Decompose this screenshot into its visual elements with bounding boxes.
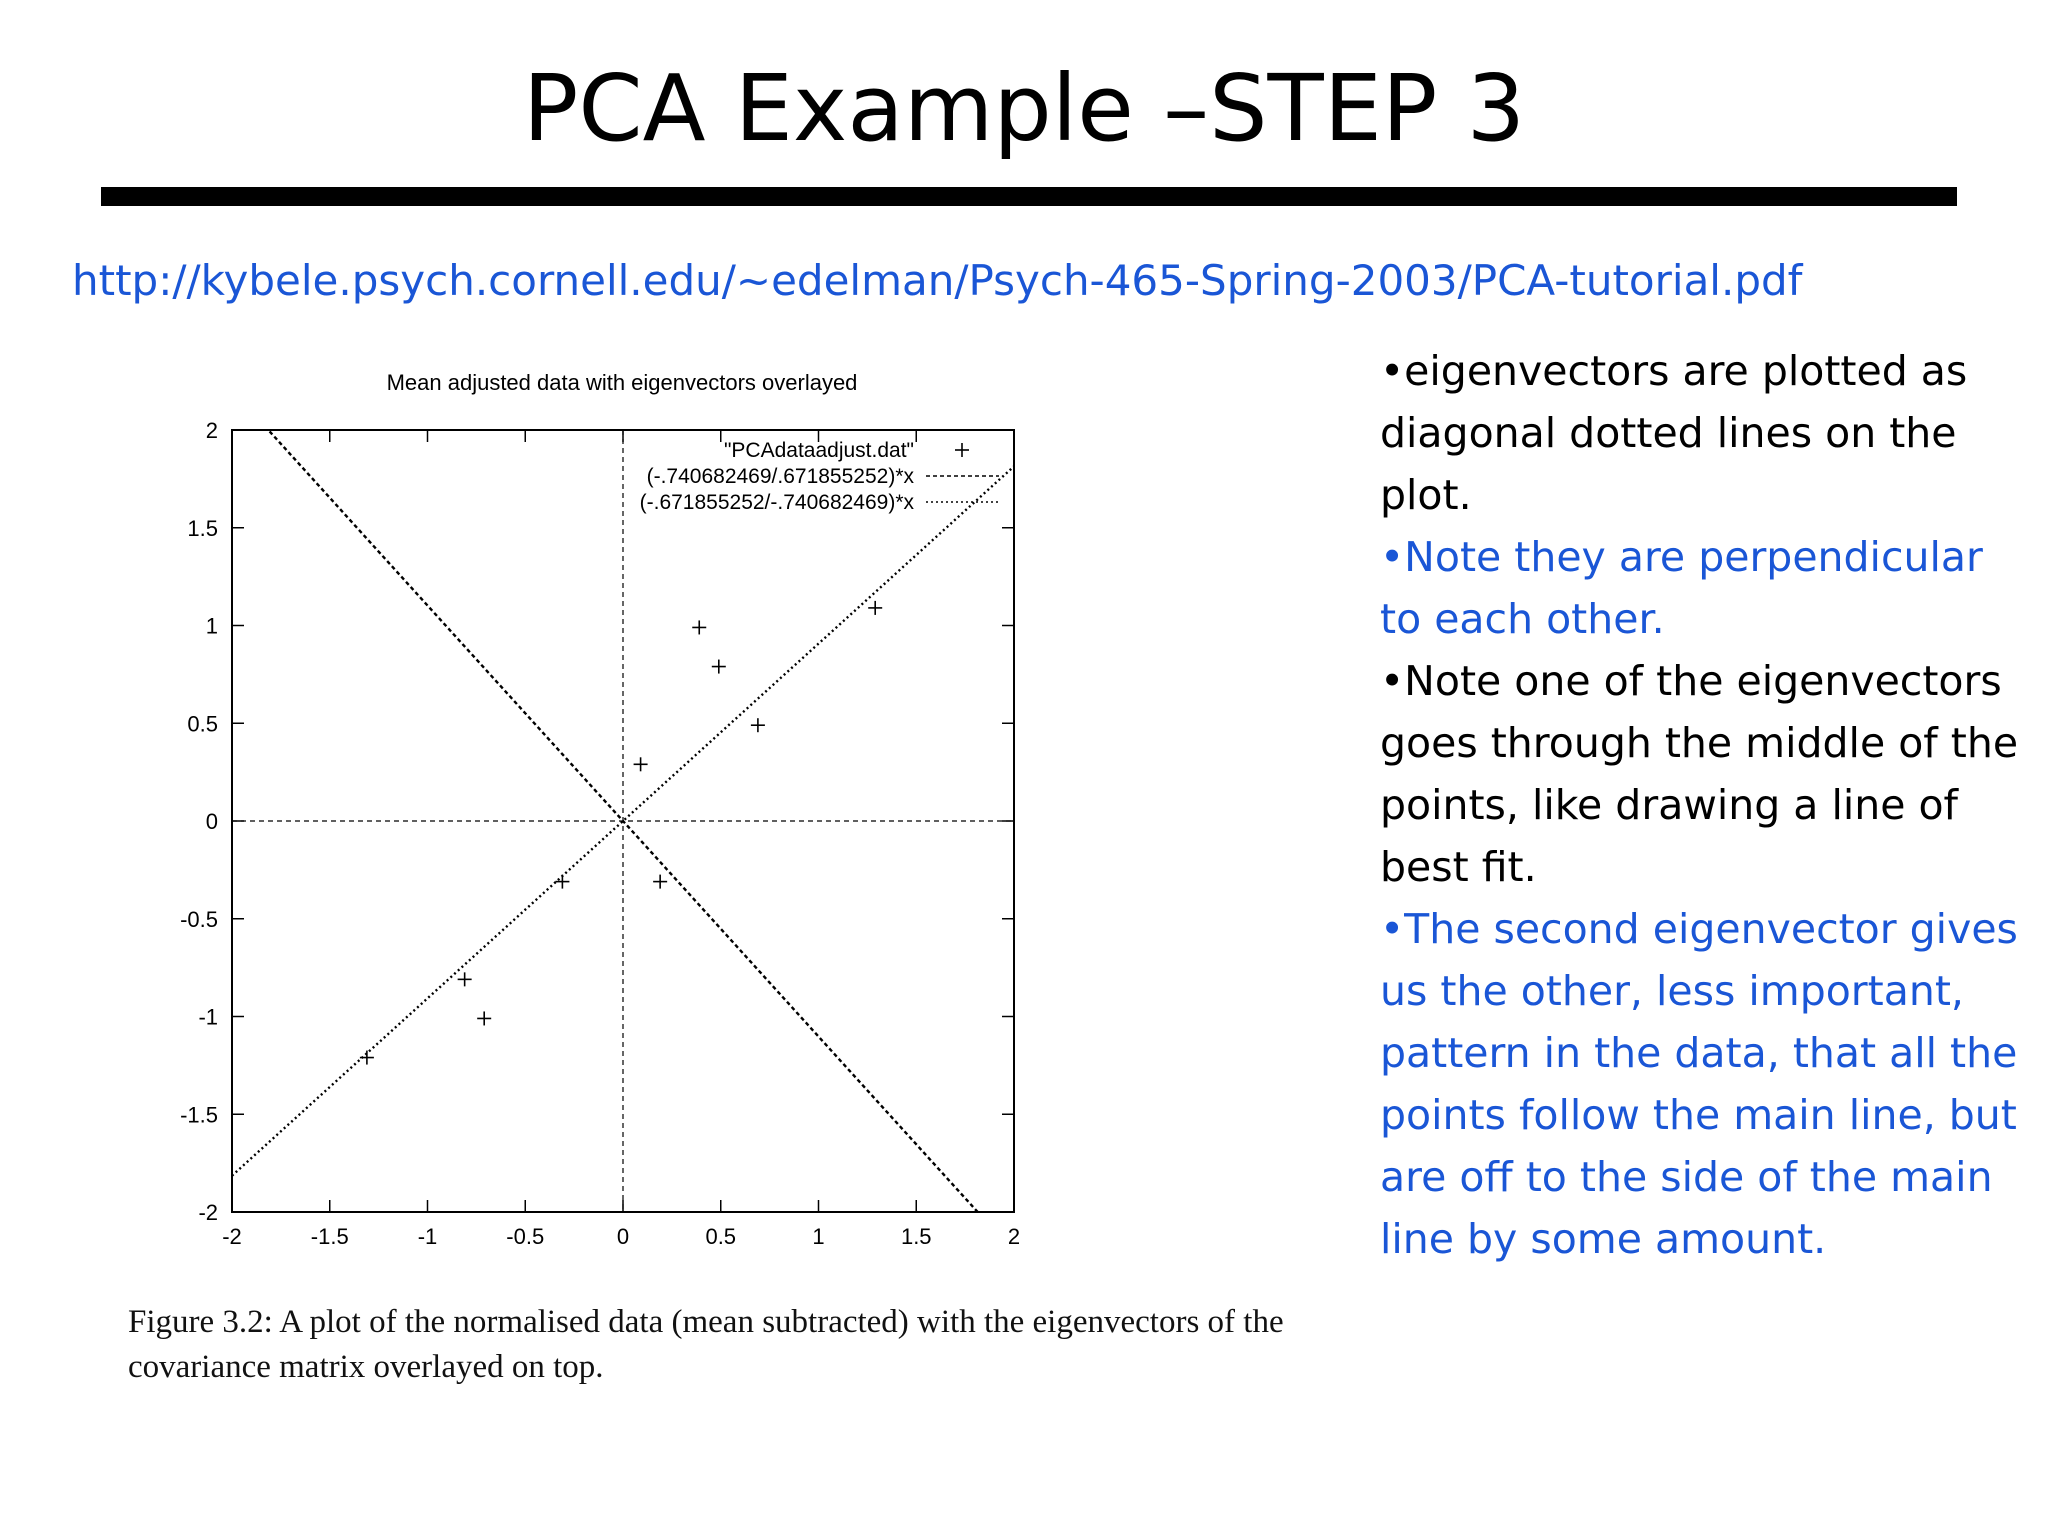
source-url-link[interactable]: http://kybele.psych.cornell.edu/~edelman/Psych-465-Spring-2003/PCA-tutorial.pdf	[72, 256, 1803, 305]
data-point-plus	[555, 875, 569, 889]
y-tick-label: -1	[198, 1004, 218, 1030]
y-tick-label: 1	[205, 613, 218, 639]
data-point-plus	[692, 620, 706, 634]
slide-title: PCA Example –STEP 3	[522, 55, 1526, 162]
data-point-plus	[634, 757, 648, 771]
legend-label-3: (-.671855252/-.740682469)*x	[639, 491, 914, 514]
chart-legend	[640, 439, 999, 514]
bullet-perpendicular: •Note they are perpendicular to each other.	[1380, 533, 1983, 643]
bullet-second-eigenvector: •The second eigenvector gives us the other, less important, pattern in the data, that all the points follow the main line, but are off to the side of the main line by some amount.	[1380, 905, 2018, 1263]
figure-caption: Figure 3.2: A plot of the normalised data (mean subtracted) with the eigenvectors of the covariance matrix overlayed on top.	[128, 1304, 1284, 1385]
data-point-plus	[712, 660, 726, 674]
x-tick-label: -1.5	[310, 1224, 349, 1249]
x-tick-label: -0.5	[506, 1224, 545, 1249]
title-rule	[101, 187, 1957, 206]
y-tick-label: 1.5	[187, 515, 218, 541]
chart-svg	[150, 360, 1030, 1260]
chart-title: Mean adjusted data with eigenvectors overlayed	[386, 370, 858, 395]
x-tick-label: 1.5	[900, 1224, 932, 1249]
y-tick-label: -0.5	[180, 906, 218, 932]
data-point-plus	[477, 1011, 491, 1025]
x-tick-label: 1	[812, 1224, 825, 1249]
data-point-plus	[868, 601, 882, 615]
y-tick-label: 0.5	[187, 711, 218, 737]
bullet-line-of-best-fit: •Note one of the eigenvectors goes through the middle of the points, like drawing a line of best fit.	[1380, 657, 2019, 891]
x-tick-label: -2	[222, 1224, 242, 1249]
bullet-eigenvectors-plotted: •eigenvectors are plotted as diagonal dotted lines on the plot.	[1380, 347, 1968, 519]
x-tick-label: -1	[417, 1224, 438, 1249]
y-tick-label: 0	[205, 809, 218, 834]
data-point-plus	[360, 1051, 374, 1065]
data-points	[360, 601, 882, 1065]
data-point-plus	[458, 972, 472, 986]
x-tick-label: 0.5	[705, 1224, 737, 1249]
legend-label-1: "PCAdataadjust.dat"	[723, 439, 914, 462]
x-tick-label: 2	[1007, 1224, 1021, 1249]
x-tick-label: 0	[616, 1224, 630, 1249]
y-tick-label: -2	[198, 1200, 218, 1225]
data-point-plus	[653, 875, 667, 889]
bullet-list	[1380, 340, 2030, 1270]
y-tick-label: -1.5	[180, 1102, 218, 1128]
pca-chart	[150, 360, 1030, 1260]
legend-label-2: (-.740682469/.671855252)*x	[646, 465, 914, 488]
data-point-plus	[751, 718, 765, 732]
y-tick-label: 2	[205, 418, 218, 443]
axes-layer	[180, 418, 1020, 1249]
